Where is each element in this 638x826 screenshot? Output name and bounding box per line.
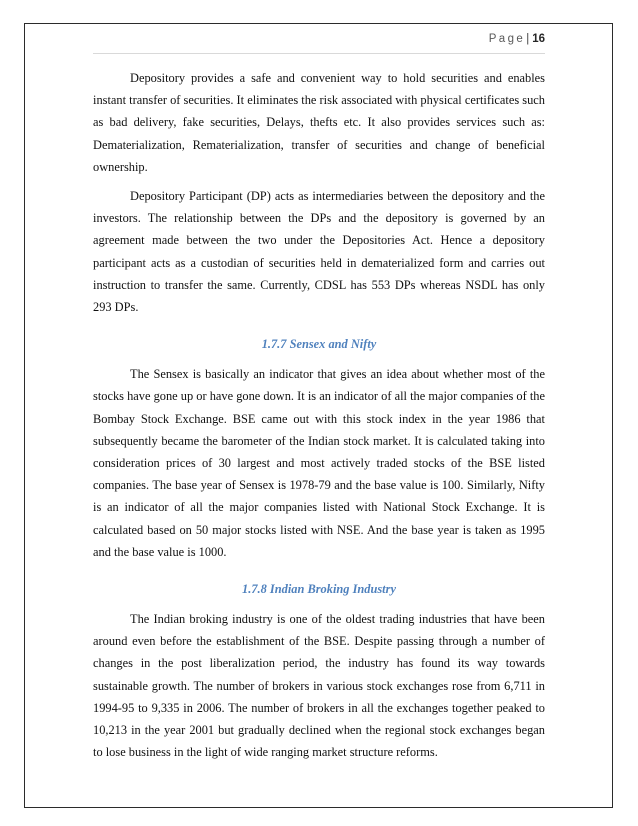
page-label: Page [488,33,526,45]
page-number: 16 [532,33,545,45]
document-body [93,67,545,763]
section-heading-indian-broking: 1.7.8 Indian Broking Industry [242,582,396,597]
paragraph-depository-participant: Depository Participant (DP) acts as intermediaries between the depository and the investors. The relationship between the DPs and the depository is governed by an agreement made between the two under the Depositories Act. Hence a depository participant acts as a custodian of securities held in dematerialized form and carries out instruction to transfer the same. Currently, CDSL has 553 DPs whereas NSDL has only 293 DPs. [93,189,545,315]
paragraph-depository: Depository provides a safe and convenient way to hold securities and enables instant transfer of securities. It eliminates the risk associated with physical certificates such as bad delivery, fake securities, Delays, thefts etc. It also provides services such as: Dematerialization, Rematerialization, transfer of securities and change of beneficial ownership. [93,71,545,174]
section-heading-sensex-nifty: 1.7.7 Sensex and Nifty [261,337,377,352]
page-header [93,33,545,54]
paragraph-indian-broking: The Indian broking industry is one of the oldest trading industries that have been around even before the establishment of the BSE. Despite passing through a number of changes in the post liberalization period, the industry has found its way towards sustainable growth. The number of brokers in various stock exchanges rose from 6,711 in 1994-95 to 9,335 in 2006. The number of brokers in all the exchanges together peaked to 10,213 in the year 2001 but gradually declined when the regional stock exchanges began to lose business in the light of wide ranging market structure reforms. [93,612,545,760]
paragraph-sensex-nifty: The Sensex is basically an indicator that gives an idea about whether most of the stocks have gone up or have gone down. It is an indicator of all the major companies of the Bombay Stock Exchange. BSE came out with this stock index in the year 1986 that subsequently became the barometer of the Indian stock market. It is calculated taking into consideration prices of 30 largest and most actively traded stocks of the BSE listed companies. The base year of Sensex is 1978-79 and the base value is 100. Similarly, Nifty is an indicator of all the major companies listed with National Stock Exchange. It is calculated based on 50 major stocks listed with NSE. And the base year is taken as 1995 and the base value is 1000. [93,367,545,559]
header-separator: | [526,33,530,45]
